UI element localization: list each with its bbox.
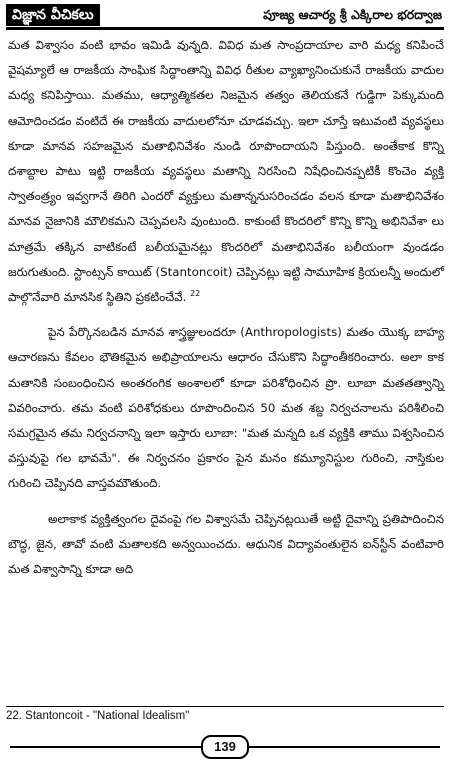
paragraph-1-text: మత విశ్వాసం వంటి భావం ఇమిడి వున్నది. వివిధ మత సాంప్రదాయాల వారి మధ్య కనిపించే వైషమ్యాలే ఆ రాజకీయ సాంఘిక సిద్ధాంతాన్ని వివిధ రీతుల వ్యాఖ్యానించుకునే రాజకీయ వాదుల మధ్య కనిపిస్తాయి. మతము, ఆధ్యాత్మికతల నిజమైన తత్వం తెలియకనే గుడ్డిగా పెక్కుమంది ఆమోదించడం వంటిదే ఈ రాజకీయ వాదులలోనూ చూడవచ్చు. ఇలా చూస్తే ఇటువంటి వ్యవస్థలు కూడా మానవ సహజమైన మతాభినివేశం నుండి రూపొందాయని పిస్తుంది. అంతేకాక కొన్ని దశాబ్దాల పాటు ఇట్టి రాజకీయ వ్యవస్థలు మతాన్ని నిరసించి నిషేధించినప్పటికీ కొంచెం వ్యక్తి స్వాతంత్ర్యం ఇవ్వగానే తిరిగి ఎందరో వ్యక్తులు మతాన్ననుసరించడం వలన కూడా మతాభినివేశం మానవ నైజానికి మౌలికమని చెప్పవలసి వుంటుంది. కాకుంటే కొందరిలో కొన్ని కొన్ని అభినివేశా లు మాత్రమే తక్కిన వాటికంటే బలీయమైనట్లు కొందరిలో మతాభినివేశం బలీయంగా వుండడం జరుగుతుంది. స్టాంట్సన్ కాయిట్ (Stantoncoit) చెప్పినట్లు ఇట్టి సామూహిక క్రియలన్నీ అందులో పాల్గొనేవారి మానసిక స్థితిని ప్రకటించేవే. — [8, 38, 444, 305]
body-text — [8, 33, 444, 592]
page-footer — [0, 735, 450, 757]
author-name: పూజ్య ఆచార్య శ్రీ ఎక్కిరాల భరద్వాజ — [263, 7, 442, 22]
paragraph-3-text: అలాకాక వ్యక్తిత్వంగల దైవంపై గల విశ్వాసమే చెప్పినట్లయితే అట్టి దైవాన్ని ప్రతిపాదించిన బౌద్ధ, జైన, తావో వంటి మతాలకది అన్వయించదు. ఆధునిక విద్యావంతులైన ఐన్‌స్టీన్ వంటివారి మత విశ్వాసాన్ని కూడా అది — [8, 511, 444, 577]
footnote-divider — [6, 706, 444, 707]
running-header — [6, 4, 444, 30]
page-number: 139 — [201, 735, 249, 759]
footnote: 22. Stantoncoit - "National Idealism" — [6, 710, 190, 722]
paragraph-2-text: పైన పేర్కొనబడిన మానవ శాస్త్రజ్ఞులందరూ (Anthropologists) మతం యొక్క బాహ్య ఆచారణను కేవలం భౌతికమైన అభిప్రాయాలను ఆధారం చేసుకొని సిద్ధాంతీకరించారు. అలా కాక మతానికి సంబంధించిన అంతరంగిక అంశాలలో కూడా పరిశోధించిన ప్రొ. లూబా మతతత్వాన్ని వివరించారు. తమ వంటి పరిశోధకులు రూపొందించిన 50 మత శబ్ద నిర్వచనాలను పరిశీలించి సమగ్రమైన తమ నిర్వచనాన్ని ఇలా ఇస్తారు లూబా: "మత మన్నది ఒక వ్యక్తికి తాము విశ్వసించిన వస్తువుపై గల భావమే". ఈ నిర్వచనం ప్రకారం పైన మనం కమ్యూనిస్టుల గురించి, నాస్తికుల గురించి చెప్పినది వాస్తవమౌతుంది. — [8, 325, 444, 491]
paragraph-2 — [8, 320, 444, 496]
footnote-marker: 22 — [190, 289, 201, 299]
paragraph-1 — [8, 33, 444, 310]
paragraph-3 — [8, 507, 444, 583]
book-title: విజ్ఞాన వీచికలు — [6, 4, 100, 26]
